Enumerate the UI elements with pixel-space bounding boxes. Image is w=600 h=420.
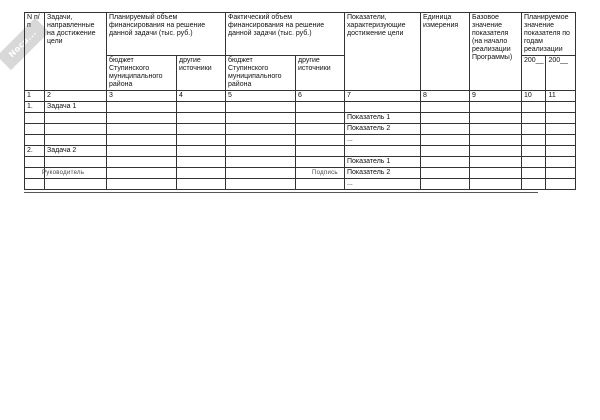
cell [226,135,296,146]
cell [45,124,107,135]
cell [107,168,177,179]
cell [470,168,522,179]
cell [470,124,522,135]
header-number: N п/п [25,13,45,91]
cell [177,124,226,135]
header-tasks: Задачи, направленные на достижение цели [45,13,107,91]
cell [546,102,576,113]
cell [25,124,45,135]
cell [226,124,296,135]
cell [546,168,576,179]
task-title: Задача 1 [45,102,107,113]
signature-label-head: Руководитель [42,170,85,176]
column-index-row [25,91,576,102]
column-index: 1 [25,91,45,102]
cell [421,168,470,179]
cell [107,135,177,146]
watermark-stamp: Nocu... [0,18,49,70]
cell [226,168,296,179]
column-index: 3 [107,91,177,102]
cell [107,146,177,157]
cell [345,102,421,113]
cell [546,113,576,124]
cell [177,102,226,113]
header-actual-other: другие источники [296,56,345,91]
header-row-main [25,13,576,56]
table-row [25,124,576,135]
header-indicators: Показатели, характеризующие достижение цели [345,13,421,91]
cell [107,102,177,113]
task-title: Задача 2 [45,146,107,157]
signature-line [24,192,538,193]
cell [546,135,576,146]
cell [522,102,546,113]
column-index: 9 [470,91,522,102]
cell [421,113,470,124]
header-planned-financing: Планируемый объем финансирования на решение данной задачи (тыс. руб.) [107,13,226,56]
cell [45,179,107,190]
cell [470,146,522,157]
cell [522,157,546,168]
column-index: 5 [226,91,296,102]
header-year-b: 200__ [546,56,576,91]
cell [421,179,470,190]
cell [177,113,226,124]
table-row [25,179,576,190]
cell [296,179,345,190]
indicator-ellipsis: ... [345,135,421,146]
column-index: 11 [546,91,576,102]
task-row [25,102,576,113]
cell [177,146,226,157]
cell [25,113,45,124]
cell [177,179,226,190]
cell [45,157,107,168]
column-index: 7 [345,91,421,102]
cell [226,146,296,157]
cell [45,135,107,146]
signature-label-signature: Подпись [312,170,338,176]
cell [296,124,345,135]
cell [522,135,546,146]
task-row [25,146,576,157]
cell [421,146,470,157]
cell [546,124,576,135]
column-index: 6 [296,91,345,102]
cell [226,179,296,190]
cell [296,157,345,168]
cell [421,102,470,113]
task-number: 1. [25,102,45,113]
indicator-cell: Показатель 2 [345,124,421,135]
cell [421,157,470,168]
cell [25,179,45,190]
indicator-cell: Показатель 1 [345,157,421,168]
cell [421,135,470,146]
cell [226,113,296,124]
column-index: 8 [421,91,470,102]
column-index: 10 [522,91,546,102]
cell [522,146,546,157]
cell [25,135,45,146]
cell [470,135,522,146]
cell [107,113,177,124]
cell [470,179,522,190]
cell [107,179,177,190]
cell [226,102,296,113]
header-planned-by-year: Планируемое значение показателя по годам реализации [522,13,576,56]
table-row [25,157,576,168]
column-index: 2 [45,91,107,102]
cell [546,146,576,157]
cell [470,102,522,113]
cell [296,113,345,124]
cell [296,135,345,146]
table-row [25,135,576,146]
cell [522,124,546,135]
header-base-value: Базовое значение показателя (на начало реализации Программы) [470,13,522,91]
indicator-ellipsis: ... [345,179,421,190]
table-row [25,113,576,124]
cell [296,102,345,113]
header-actual-budget: бюджет Ступинского муниципального района [226,56,296,91]
indicator-cell: Показатель 2 [345,168,421,179]
header-actual-financing: Фактический объем финансирования на решение данной задачи (тыс. руб.) [226,13,345,56]
header-planned-other: другие источники [177,56,226,91]
cell [546,179,576,190]
cell [177,135,226,146]
cell [345,146,421,157]
cell [470,157,522,168]
cell [45,113,107,124]
indicator-cell: Показатель 1 [345,113,421,124]
cell [522,179,546,190]
cell [25,157,45,168]
task-number: 2. [25,146,45,157]
table-row [25,168,576,179]
program-tasks-table [24,12,576,190]
cell [522,168,546,179]
cell [470,113,522,124]
cell [177,168,226,179]
cell [226,157,296,168]
cell [107,124,177,135]
cell [522,113,546,124]
cell [546,157,576,168]
cell [177,157,226,168]
header-year-a: 200__ [522,56,546,91]
cell [296,146,345,157]
cell [107,157,177,168]
cell [421,124,470,135]
header-unit: Единица измерения [421,13,470,91]
header-planned-budget: бюджет Ступинского муниципального района [107,56,177,91]
column-index: 4 [177,91,226,102]
